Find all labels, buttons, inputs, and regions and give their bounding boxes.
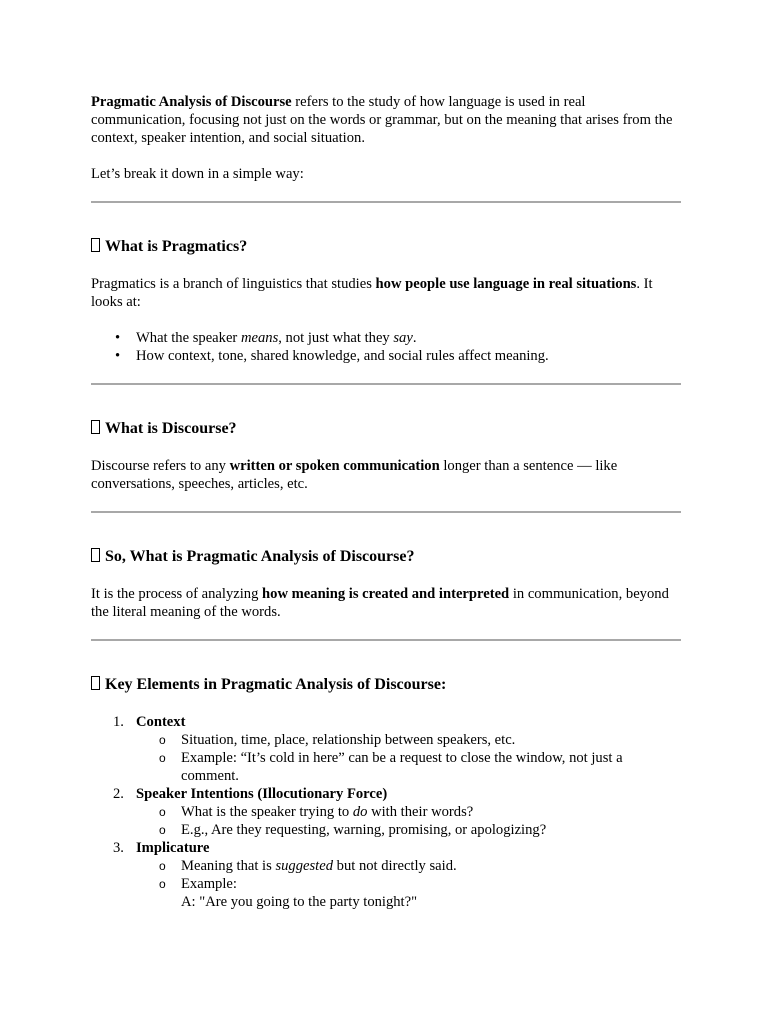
heading-pragmatics-text: What is Pragmatics? [105, 238, 248, 255]
sub-item-text: Meaning that is [181, 858, 276, 874]
heading-key-elements-text: Key Elements in Pragmatic Analysis of Discourse: [105, 676, 447, 693]
document-page [91, 93, 681, 911]
bullet1-part-e: . [412, 330, 417, 346]
sub-list-item [136, 731, 681, 749]
list-number: 3. [113, 840, 124, 856]
list-item [91, 329, 681, 347]
section-divider [91, 639, 681, 641]
sub-list [136, 731, 681, 785]
key-elements-list [91, 713, 681, 911]
sub-item-text: but not directly said. [333, 858, 457, 874]
pragmatics-text-before: Pragmatics is a branch of linguistics that studies [91, 276, 376, 292]
key-element-context [91, 713, 681, 785]
sub-item-text: E.g., Are they requesting, warning, promising, or apologizing? [181, 822, 547, 838]
sub-list-item [136, 875, 681, 911]
heading-discourse [91, 419, 681, 439]
heading-pragmatic-analysis [91, 547, 681, 567]
bullet1-part-c: , not just what they [278, 330, 394, 346]
sub-bullet-marker: o [159, 751, 166, 765]
sub-bullet-marker: o [159, 805, 166, 819]
box-glyph-icon [91, 676, 100, 690]
pragmatics-text-after: . It looks at: [91, 276, 653, 310]
key-element-title: Context [136, 714, 186, 730]
intro-paragraph [91, 93, 681, 147]
intro-definition: refers to the study of how language is used in real communication, focusing not just on the words or grammar, but on the meaning that arises from the context, speaker intention, and social situation. [91, 94, 673, 146]
bullet1-part-a: What the speaker [136, 330, 241, 346]
pragmatics-paragraph [91, 275, 681, 311]
box-glyph-icon [91, 420, 100, 434]
sub-item-text: with their words? [367, 804, 474, 820]
sub-list-item [136, 803, 681, 821]
heading-key-elements [91, 675, 681, 695]
discourse-text-after: longer than a sentence — like conversations, speeches, articles, etc. [91, 458, 618, 492]
sub-bullet-marker: o [159, 823, 166, 837]
discourse-text-before: Discourse refers to any [91, 458, 230, 474]
sub-bullet-marker: o [159, 733, 166, 747]
discourse-text-bold: written or spoken communication [229, 458, 440, 474]
key-element-title: Speaker Intentions (Illocutionary Force) [136, 786, 388, 802]
key-element-speaker-intentions [91, 785, 681, 839]
sub-item-text: Example: [181, 876, 237, 892]
sub-item-text: Example: “It’s cold in here” can be a request to close the window, not just a comment. [181, 750, 623, 784]
sub-list [136, 803, 681, 839]
section-divider [91, 383, 681, 385]
pragmatics-text-bold: how people use language in real situations [375, 276, 637, 292]
pad-text-after: in communication, beyond the literal meaning of the words. [91, 586, 669, 620]
dialogue-line: A: "Are you going to the party tonight?" [181, 894, 418, 910]
heading-pragmatic-analysis-text: So, What is Pragmatic Analysis of Discourse? [105, 548, 415, 565]
sub-list-item [136, 857, 681, 875]
list-item: • How context, tone, shared knowledge, and social rules affect meaning. [91, 347, 681, 365]
key-element-title: Implicature [136, 840, 210, 856]
pragmatics-bullet-list [91, 329, 681, 365]
pad-text-before: It is the process of analyzing [91, 586, 263, 602]
section-divider [91, 201, 681, 203]
bullet1-say: say [393, 330, 413, 346]
sub-list-item [136, 821, 681, 839]
sub-item-text: What is the speaker trying to [181, 804, 353, 820]
box-glyph-icon [91, 548, 100, 562]
box-glyph-icon [91, 238, 100, 252]
sub-list [136, 857, 681, 911]
sub-item-text: Situation, time, place, relationship between speakers, etc. [181, 732, 516, 748]
sub-bullet-marker: o [159, 859, 166, 873]
sub-bullet-marker: o [159, 877, 166, 891]
heading-discourse-text: What is Discourse? [105, 420, 237, 437]
sub-item-italic: do [352, 804, 368, 820]
pragmatic-analysis-paragraph [91, 585, 681, 621]
section-divider [91, 511, 681, 513]
intro-term: Pragmatic Analysis of Discourse [91, 94, 292, 110]
pad-text-bold: how meaning is created and interpreted [262, 586, 510, 602]
sub-list-item [136, 749, 681, 785]
bullet1-means: means [240, 330, 279, 346]
sub-item-italic: suggested [275, 858, 334, 874]
key-element-implicature [91, 839, 681, 911]
list-number: 2. [113, 786, 124, 802]
list-number: 1. [113, 714, 124, 730]
discourse-paragraph [91, 457, 681, 493]
heading-pragmatics [91, 237, 681, 257]
intro-lead-in: Let’s break it down in a simple way: [91, 166, 304, 182]
